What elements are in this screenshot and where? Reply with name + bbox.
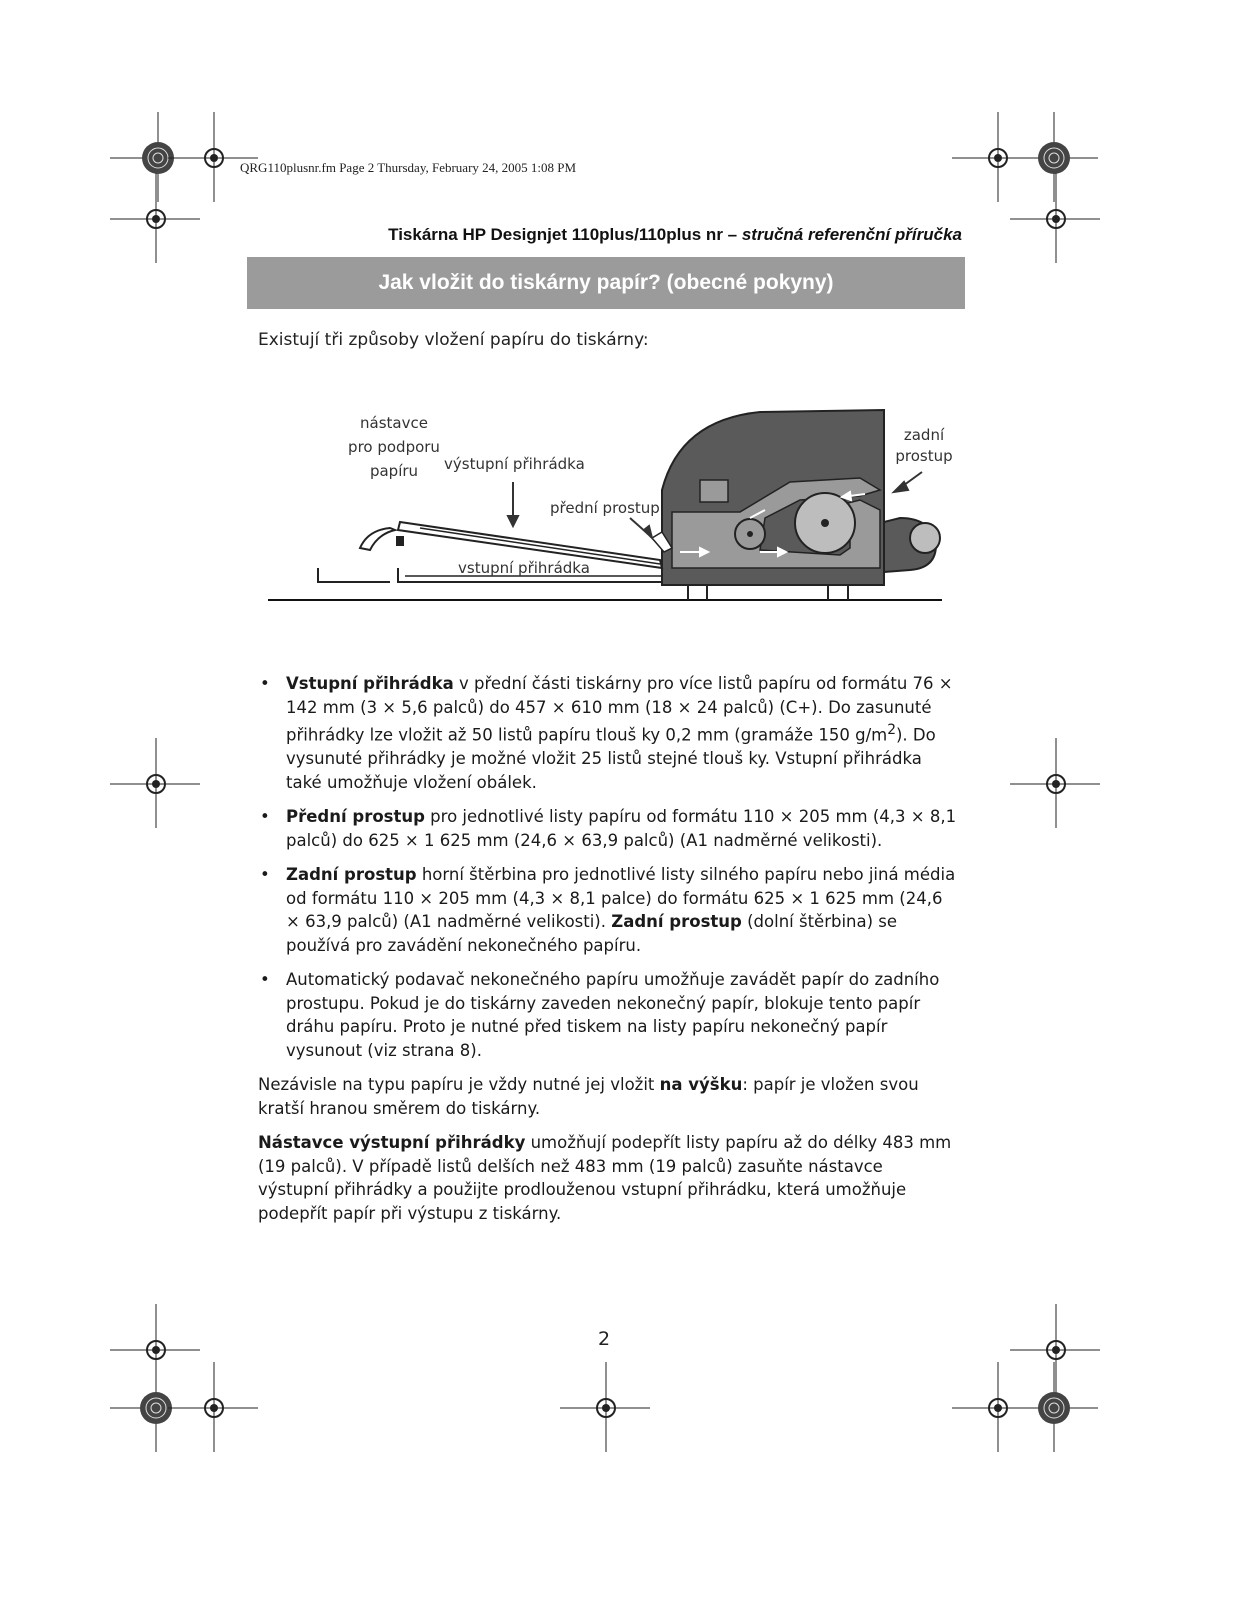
section-banner [247, 257, 965, 309]
paragraph-text: : papír je vložen svou kratší hranou směrem do tiskárny. [258, 1075, 919, 1118]
input-tray-extension [318, 568, 390, 582]
cartridge-icon [700, 480, 728, 502]
crosshair-registration-mark [110, 738, 200, 828]
term-rear-path: Zadní prostup [286, 865, 417, 884]
paragraph-text: umožňují podepřít listy papíru až do délky 483 mm (19 palců). V případě listů delších než 483 mm (19 palců) zasuňte nástavce výstupní přihrádky a použijte prodlouženou vstupní přihrádku, která umožňuje podepřít papír při výstupu z tiskárny. [258, 1133, 952, 1223]
item-text: (dolní štěrbina) se používá pro zavádění nekonečného papíru. [286, 912, 898, 955]
crosshair-registration-mark [1010, 173, 1100, 263]
paragraph-extensions [258, 1131, 958, 1225]
term-input-tray: Vstupní přihrádka [286, 674, 454, 693]
term-output-extensions: Nástavce výstupní přihrádky [258, 1133, 526, 1152]
printer-feet [688, 585, 848, 600]
label-output-tray: výstupní přihrádka [444, 455, 585, 473]
section-title: Jak vložit do tiskárny papír? (obecné pokyny) [378, 271, 834, 294]
bullet-icon: • [260, 807, 270, 826]
label-extensions-line1: nástavce [360, 414, 428, 432]
label-input-tray: vstupní přihrádka [458, 559, 590, 577]
paragraph-orientation [258, 1073, 958, 1120]
crosshair-registration-mark [1010, 738, 1100, 828]
term-rear-path: Zadní prostup [611, 912, 742, 931]
item-text: ). Do vysunuté přihrádky je možné vložit 25 listů stejné tlouš ky. Vstupní přihrádka také umožňuje vložení obálek. [286, 725, 936, 792]
list-item [258, 863, 958, 957]
bullet-icon: • [260, 674, 270, 693]
bullet-list [258, 672, 958, 1062]
bullet-icon: • [260, 970, 270, 989]
paragraph-text: Nezávisle na typu papíru je vždy nutné jej vložit [258, 1075, 660, 1094]
header-title: Tiskárna HP Designjet 110plus/110plus nr – [388, 225, 742, 244]
list-item [258, 672, 958, 794]
header-subtitle: stručná referenční příručka [741, 225, 962, 244]
list-item [258, 968, 958, 1062]
item-text: v přední části tiskárny pro více listů papíru od formátu 76 × 142 mm (3 × 5,6 palců) do 457 × 610 mm (18 × 24 palců) (C+). Do zasunuté přihrádky lze vložit až 50 listů papíru tlouš ky 0,2 mm (gramáže 150 g/m [286, 674, 953, 745]
roll-icon [910, 523, 940, 553]
label-rear-path-line1: zadní [903, 426, 945, 444]
file-info: QRG110plusnr.fm Page 2 Thursday, February 24, 2005 1:08 PM [240, 160, 577, 175]
bullet-icon: • [260, 865, 270, 884]
printer-paper-path-diagram [260, 400, 960, 620]
intro-text: Existují tři způsoby vložení papíru do tiskárny: [258, 330, 649, 350]
term-portrait: na výšku [659, 1075, 743, 1094]
item-text: horní štěrbina pro jednotlivé listy silného papíru nebo jiná média od formátu 110 × 205 mm (4,3 × 8,1 palce) do formátu 625 × 1 625 mm (24,6 × 63,9 palců) (A1 nadměrné velikosti). [286, 865, 956, 931]
page-number: 2 [598, 1328, 611, 1350]
label-extensions-line2: pro podporu [348, 438, 440, 456]
list-item [258, 805, 958, 852]
term-front-path: Přední prostup [286, 807, 425, 826]
paper-support-extension [360, 528, 395, 550]
crosshair-registration-mark [110, 173, 200, 263]
crosshair-registration-mark [168, 1362, 258, 1452]
running-header [252, 225, 962, 245]
label-rear-path-line2: prostup [895, 447, 953, 465]
item-text: pro jednotlivé listy papíru od formátu 110 × 205 mm (4,3 × 8,1 palců) do 625 × 1 625 mm (24,6 × 63,9 palců) (A1 nadměrné velikosti). [286, 807, 957, 850]
item-text: Automatický podavač nekonečného papíru umožňuje zavádět papír do zadního prostupu. Pokud je do tiskárny zaveden nekonečný papír, blokuje tento papír dráhu papíru. Proto je nutné před tiskem na listy papíru nekonečný papír vysunout (viz strana 8). [286, 970, 940, 1060]
label-extensions-line3: papíru [369, 462, 419, 480]
body-content [258, 672, 958, 1236]
crosshair-registration-mark [560, 1362, 650, 1452]
starburst-registration-mark [1008, 1362, 1098, 1452]
label-front-path: přední prostup [550, 499, 660, 517]
superscript: 2 [887, 722, 896, 738]
